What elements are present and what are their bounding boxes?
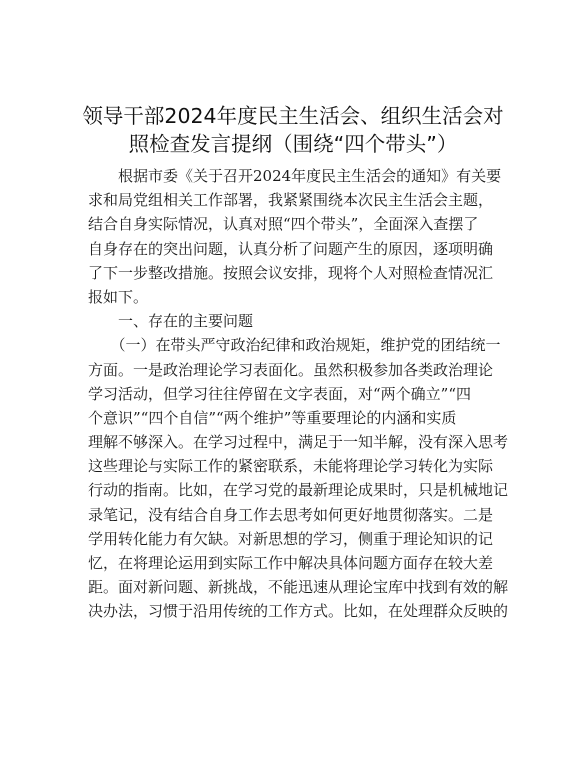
document-title xyxy=(60,102,526,158)
body-line: 学用转化能力有欠缺。对新思想的学习，侧重于理论知识的记 xyxy=(88,529,494,548)
body-line: 距。面对新问题、新挑战，不能迅速从理论宝库中找到有效的解 xyxy=(88,578,509,597)
body-line: 决办法，习惯于沿用传统的工作方式。比如，在处理群众反映的 xyxy=(88,602,509,621)
body-line: 求和局党组相关工作部署，我紧紧围绕本次民主生活会主题， xyxy=(88,191,494,210)
title-line: 照检查发言提纲（围绕“四个带头”） xyxy=(128,132,458,156)
body-line: 录笔记，没有结合自身工作去思考如何更好地贯彻落实。二是 xyxy=(88,505,494,524)
body-line: 行动的指南。比如，在学习党的最新理论成果时，只是机械地记 xyxy=(88,481,509,500)
body-line: 结合自身实际情况，认真对照“四个带头”，全面深入查摆了 xyxy=(88,215,479,234)
body-line: 方面。一是政治理论学习表面化。虽然积极参加各类政治理论 xyxy=(88,360,494,379)
body-line: 根据市委《关于召开2024年度民主生活会的通知》有关要 xyxy=(88,167,502,185)
body-line: 了下一步整改措施。按照会议安排，现将个人对照检查情况汇 xyxy=(88,263,494,282)
body-line: 学习活动，但学习往往停留在文字表面，对“两个确立”“四 xyxy=(88,384,472,403)
body-line: （一）在带头严守政治纪律和政治规矩，维护党的团结统一 xyxy=(88,336,501,355)
body-line: 自身存在的突出问题，认真分析了问题产生的原因，逐项明确 xyxy=(88,239,494,258)
section-heading: 一、存在的主要问题 xyxy=(88,312,254,331)
document-body xyxy=(88,164,509,624)
body-line: 报如下。 xyxy=(88,287,149,306)
body-line: 这些理论与实际工作的紧密联系，未能将理论学习转化为实际 xyxy=(88,457,494,476)
title-line: 领导干部2024年度民主生活会、组织生活会对 xyxy=(82,104,504,128)
body-line: 忆，在将理论运用到实际工作中解决具体问题方面存在较大差 xyxy=(88,554,494,572)
body-line: 个意识”“四个自信”“两个维护”等重要理论的内涵和实质 xyxy=(88,408,457,427)
body-line: 理解不够深入。在学习过程中，满足于一知半解，没有深入思考 xyxy=(88,433,509,452)
